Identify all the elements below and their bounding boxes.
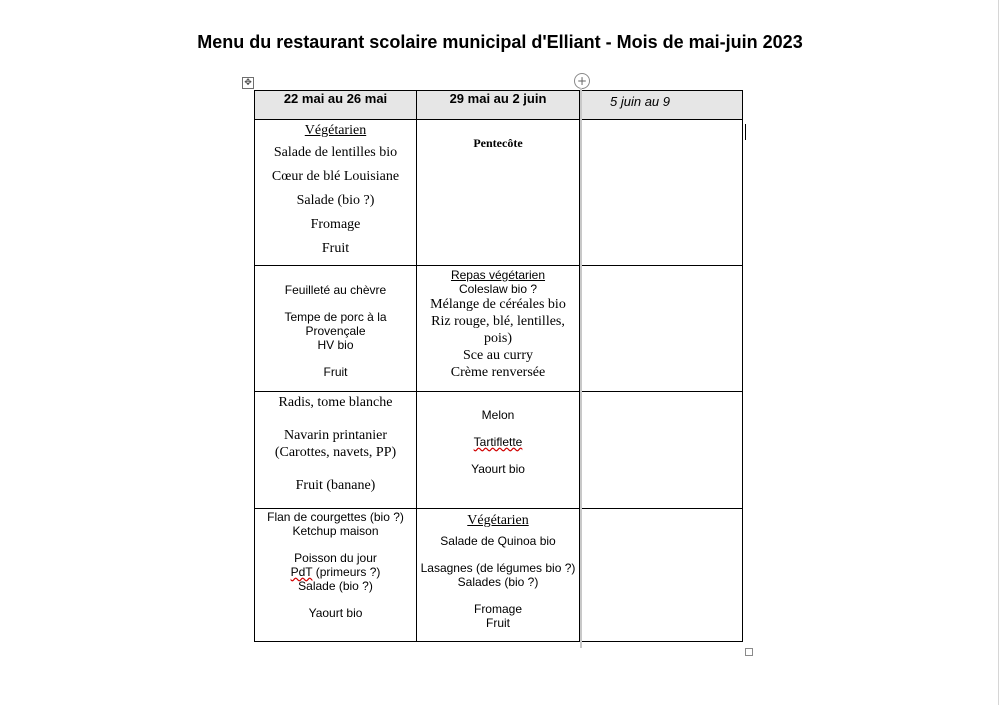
table-cell[interactable]: [417, 120, 580, 266]
table-cell[interactable]: [255, 266, 417, 392]
table-row: [255, 509, 743, 642]
spacer: [255, 593, 416, 606]
spacer: [417, 449, 579, 462]
menu-line: Tartiflette: [473, 435, 523, 449]
table-row: [255, 120, 743, 266]
table-cell-empty[interactable]: [580, 266, 743, 392]
table-cell[interactable]: [417, 266, 580, 392]
menu-line: Salade de lentilles bio: [273, 145, 398, 160]
spacer: [417, 422, 579, 435]
table-move-handle-icon[interactable]: ✥: [242, 77, 254, 89]
menu-line: Salade (bio ?): [296, 193, 375, 208]
header-week-3[interactable]: 5 juin au 9: [580, 91, 743, 120]
menu-line: Fromage: [310, 217, 361, 232]
page-edge-rule: [998, 0, 999, 705]
table-cell[interactable]: [255, 120, 417, 266]
menu-line: Melon: [481, 408, 515, 422]
table-resize-handle[interactable]: [745, 648, 753, 656]
text-cursor: [745, 124, 746, 140]
menu-line: Provençale: [305, 324, 366, 338]
menu-line: Végétarien: [304, 123, 367, 138]
spacer: [417, 548, 579, 561]
menu-line: Sce au curry: [463, 348, 533, 363]
spacer: [255, 411, 416, 427]
table-cell[interactable]: [255, 509, 417, 642]
menu-line: (Carottes, navets, PP): [274, 445, 397, 460]
table-row: [255, 266, 743, 392]
header-week-1[interactable]: 22 mai au 26 mai: [255, 91, 417, 120]
menu-line: Salade (bio ?): [298, 579, 373, 593]
table-cell-empty[interactable]: [580, 509, 743, 642]
menu-line: Flan de courgettes (bio ?): [267, 510, 404, 524]
menu-line: Pentecôte: [473, 136, 523, 150]
menu-line: Fruit: [321, 241, 350, 256]
spacer: [417, 589, 579, 602]
column-insert-guide: [580, 88, 582, 648]
menu-line: HV bio: [317, 338, 354, 352]
menu-line: Riz rouge, blé, lentilles,: [431, 314, 565, 329]
header-week-2[interactable]: 29 mai au 2 juin: [417, 91, 580, 120]
spacer: [255, 352, 416, 365]
menu-line: Cœur de blé Louisiane: [271, 169, 400, 184]
menu-line: PdT (primeurs ?): [290, 565, 381, 579]
menu-line: Radis, tome blanche: [278, 395, 393, 410]
menu-line: Navarin printanier: [283, 428, 387, 443]
table-cell[interactable]: [255, 392, 417, 509]
menu-line: Crème renversée: [450, 365, 546, 380]
table-cell[interactable]: [417, 392, 580, 509]
add-column-icon[interactable]: +: [574, 73, 590, 89]
menu-line: Lasagnes (de légumes bio ?): [420, 561, 576, 575]
menu-line: Fromage: [473, 602, 523, 616]
menu-line: Yaourt bio: [471, 462, 525, 476]
table-cell-empty[interactable]: [580, 120, 743, 266]
menu-line: Fruit (banane): [295, 478, 376, 493]
menu-line: Tempe de porc à la: [284, 310, 387, 324]
table-cell[interactable]: [417, 509, 580, 642]
menu-line: Yaourt bio: [308, 606, 363, 620]
spacer: [255, 538, 416, 551]
menu-line: Coleslaw bio ?: [458, 282, 538, 296]
header-row: [255, 91, 743, 120]
menu-line: Salade de Quinoa bio: [440, 534, 556, 548]
menu-line: Mélange de céréales bio: [430, 297, 566, 312]
menu-line: Poisson du jour: [294, 551, 377, 565]
table-row: [255, 392, 743, 509]
menu-line: Ketchup maison: [292, 524, 379, 538]
menu-line: Fruit: [323, 365, 348, 379]
spacer: [255, 297, 416, 310]
page-title: Menu du restaurant scolaire municipal d'Elliant - Mois de mai-juin 2023: [197, 32, 803, 52]
menu-line: Fruit: [486, 616, 510, 630]
menu-line: Salades (bio ?): [457, 575, 539, 589]
menu-line: pois): [484, 331, 512, 346]
menu-table: [254, 90, 743, 642]
table-cell-empty[interactable]: [580, 392, 743, 509]
spacer: [255, 461, 416, 477]
menu-line: Repas végétarien: [450, 268, 546, 282]
menu-line: Feuilleté au chèvre: [284, 283, 387, 297]
menu-line: Végétarien: [467, 513, 529, 528]
